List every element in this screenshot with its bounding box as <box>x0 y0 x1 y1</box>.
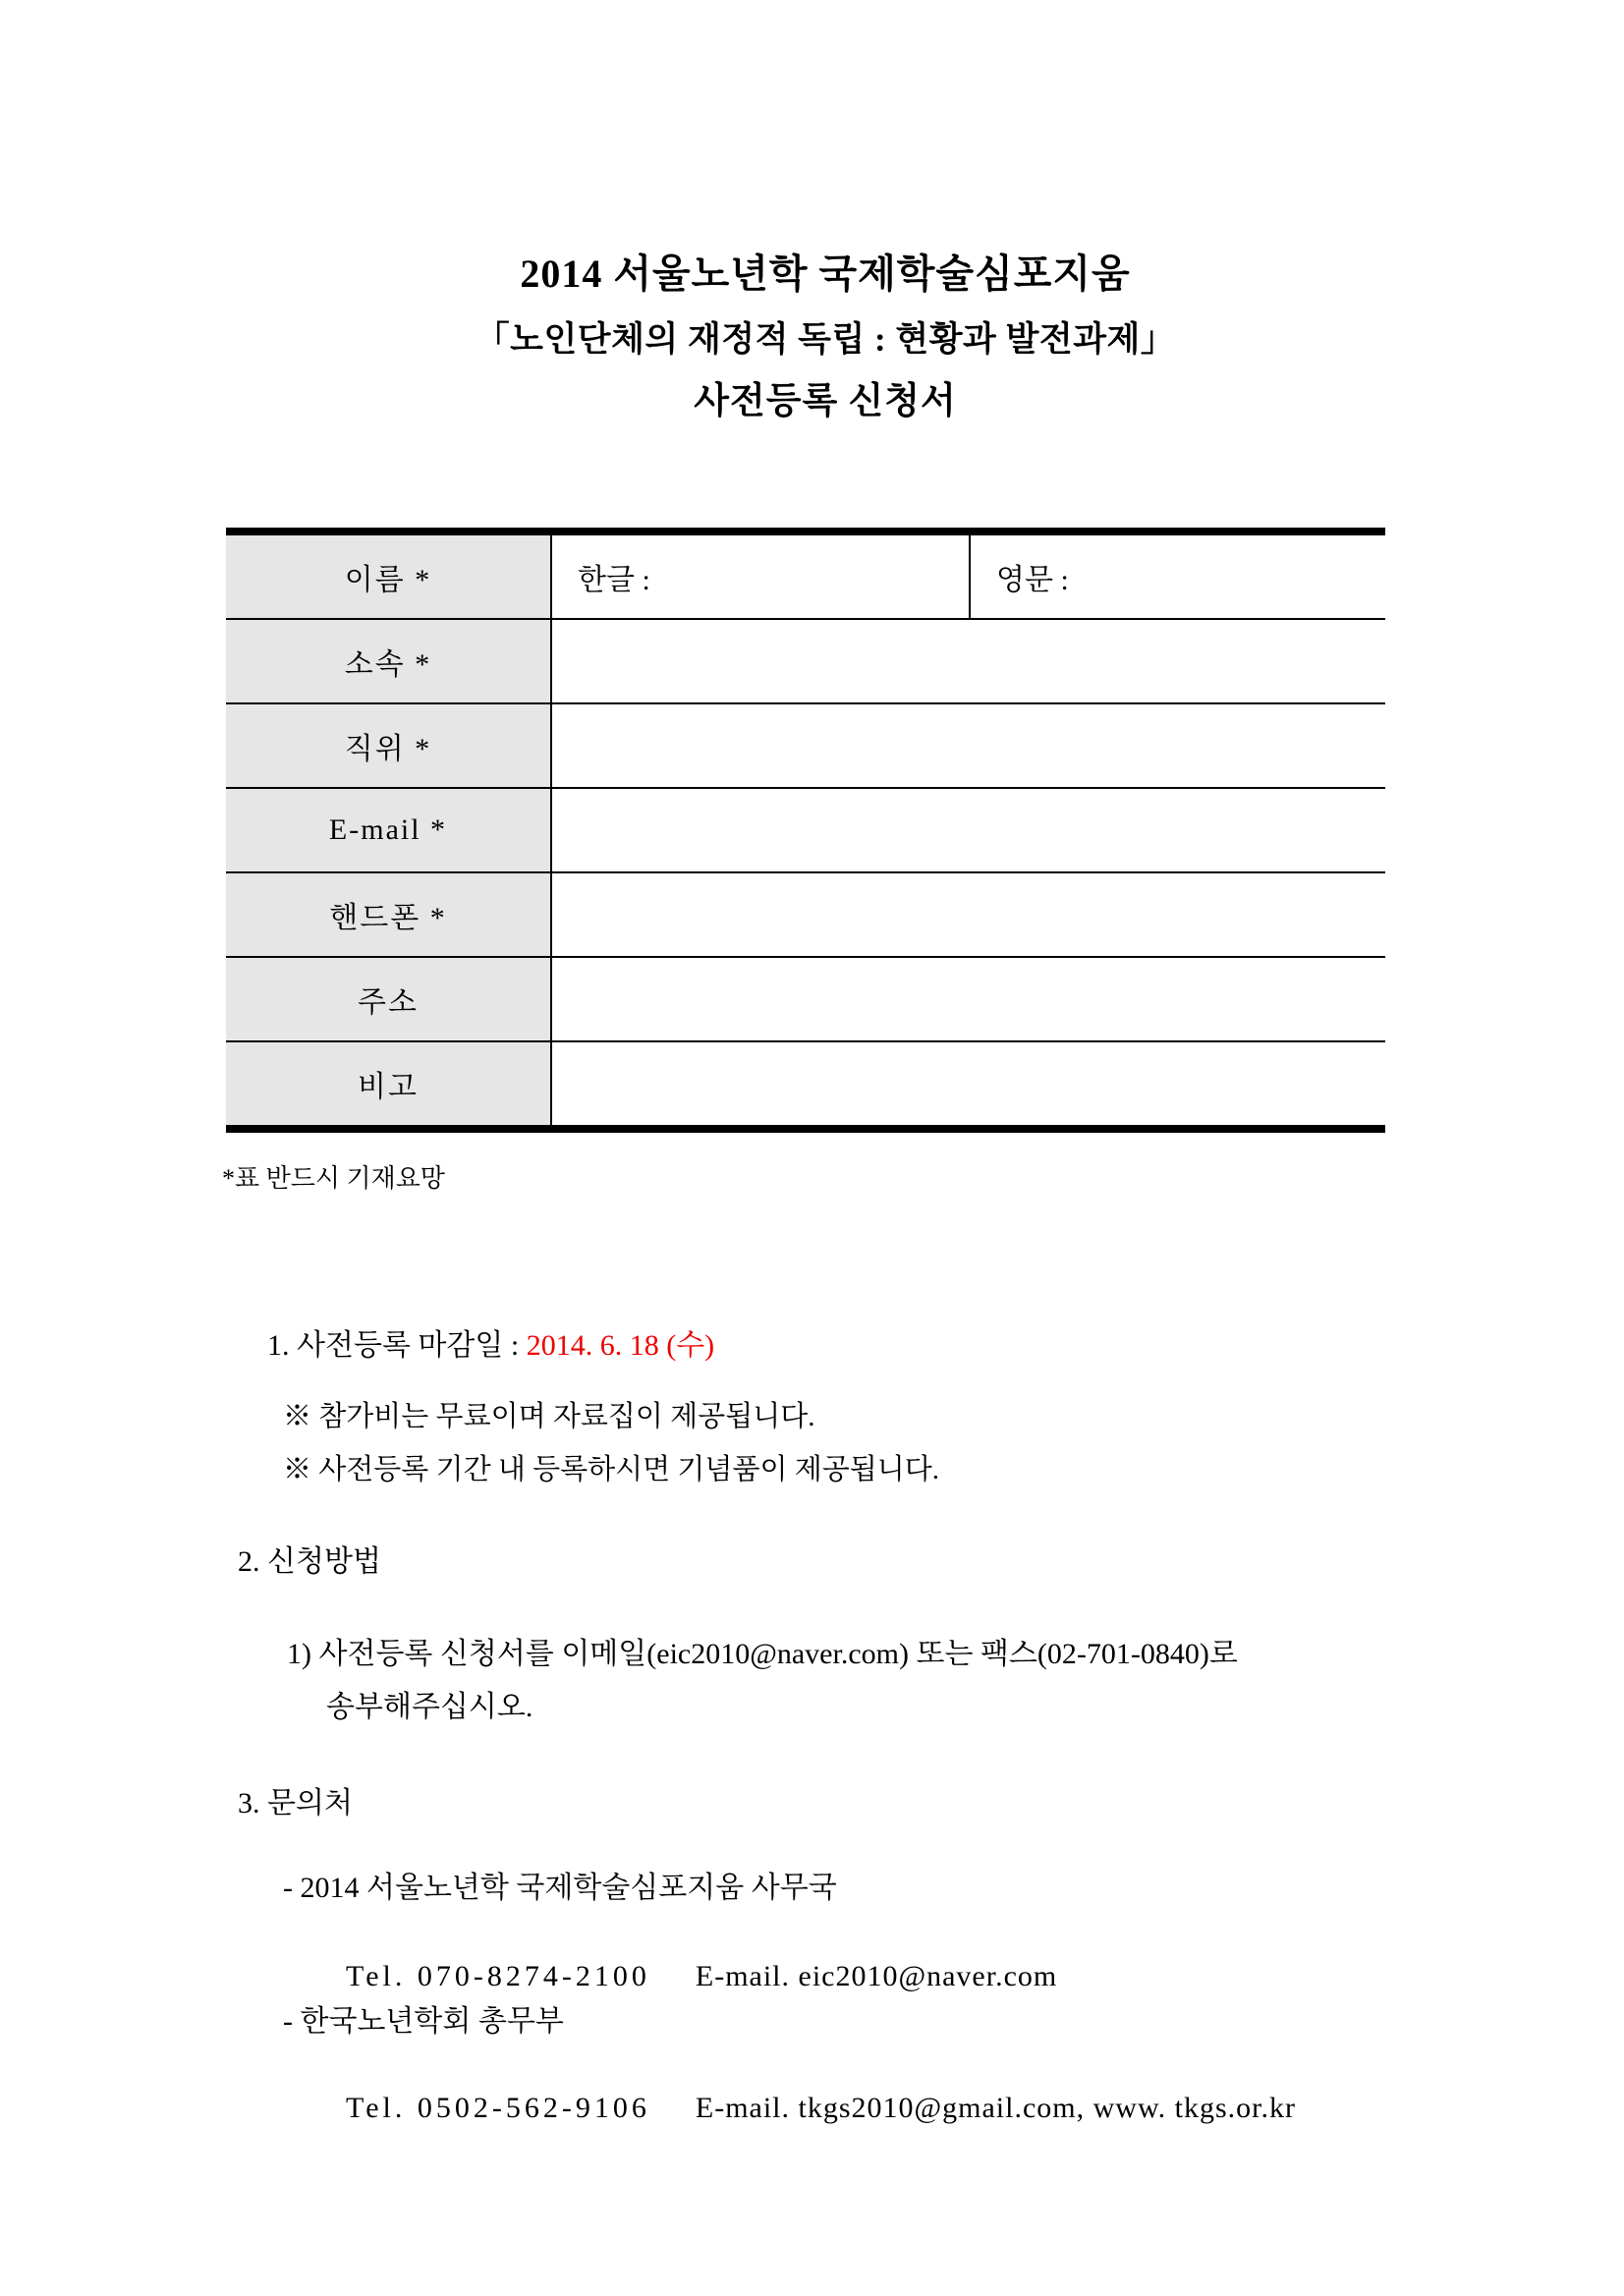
field-affiliation[interactable] <box>552 620 1385 702</box>
label-cell-address: 주소 <box>226 958 552 1040</box>
table-row-address <box>226 958 1385 1042</box>
registration-table <box>226 528 1385 1133</box>
contact-office-tel: Tel. 070-8274-2100 <box>346 1960 650 1992</box>
field-note[interactable] <box>552 1042 1385 1125</box>
method-step-line1: 1) 사전등록 신청서를 이메일(eic2010@naver.com) 또는 팩스(02-701-0840)로 <box>287 1638 1238 1670</box>
contact-society-name: - 한국노년학회 총무부 <box>283 2005 564 2038</box>
deadline-date: 2014. 6. 18 (수) <box>526 1329 715 1362</box>
field-position[interactable] <box>552 704 1385 787</box>
deadline-prefix: 1. 사전등록 마감일 : <box>267 1329 527 1362</box>
contact-office-email: E-mail. eic2010@naver.com <box>695 1960 1058 1992</box>
korean-name-label: 한글 : <box>578 564 650 596</box>
label-cell-phone: 핸드폰 * <box>226 873 552 956</box>
required-footnote: *표 반드시 기재요망 <box>222 1164 445 1193</box>
label-cell-email: E-mail * <box>226 789 552 871</box>
label-cell-affiliation: 소속 * <box>226 620 552 702</box>
field-name-english[interactable] <box>971 535 1385 618</box>
table-row-email <box>226 789 1385 873</box>
contact-office-name: - 2014 서울노년학 국제학술심포지움 사무국 <box>283 1872 837 1904</box>
name-value-cells <box>552 535 1385 618</box>
contact-heading: 3. 문의처 <box>238 1787 353 1820</box>
deadline-heading <box>238 1293 714 1399</box>
form-title: 사전등록 신청서 <box>694 381 957 421</box>
field-address[interactable] <box>552 958 1385 1040</box>
fee-note: ※ 참가비는 무료이며 자료집이 제공됩니다. <box>283 1401 815 1432</box>
table-row-phone <box>226 873 1385 958</box>
document-header <box>260 252 1390 422</box>
english-name-label: 영문 : <box>996 564 1069 596</box>
table-row-name <box>226 535 1385 620</box>
field-phone[interactable] <box>552 873 1385 956</box>
method-heading: 2. 신청방법 <box>238 1545 381 1578</box>
label-cell-note: 비고 <box>226 1042 552 1125</box>
gift-note: ※ 사전등록 기간 내 등록하시면 기념품이 제공됩니다. <box>283 1454 940 1485</box>
table-row-position <box>226 704 1385 789</box>
contact-society-tel: Tel. 0502-562-9106 <box>346 2092 650 2124</box>
table-row-note <box>226 1042 1385 1125</box>
document-subtitle: 「노인단체의 재정적 독립 : 현황과 발전과제」 <box>475 320 1176 359</box>
field-email[interactable] <box>552 789 1385 871</box>
contact-society-email: E-mail. tkgs2010@gmail.com, www. tkgs.or.kr <box>695 2092 1296 2124</box>
label-cell-position: 직위 * <box>226 704 552 787</box>
table-row-affiliation <box>226 620 1385 704</box>
method-step-line2: 송부해주십시오. <box>326 1691 533 1723</box>
label-cell-name: 이름 * <box>226 535 552 618</box>
document-title: 2014 서울노년학 국제학술심포지움 <box>520 252 1131 296</box>
field-name-korean[interactable] <box>552 535 971 618</box>
contact-society-telline <box>316 2055 1296 2161</box>
